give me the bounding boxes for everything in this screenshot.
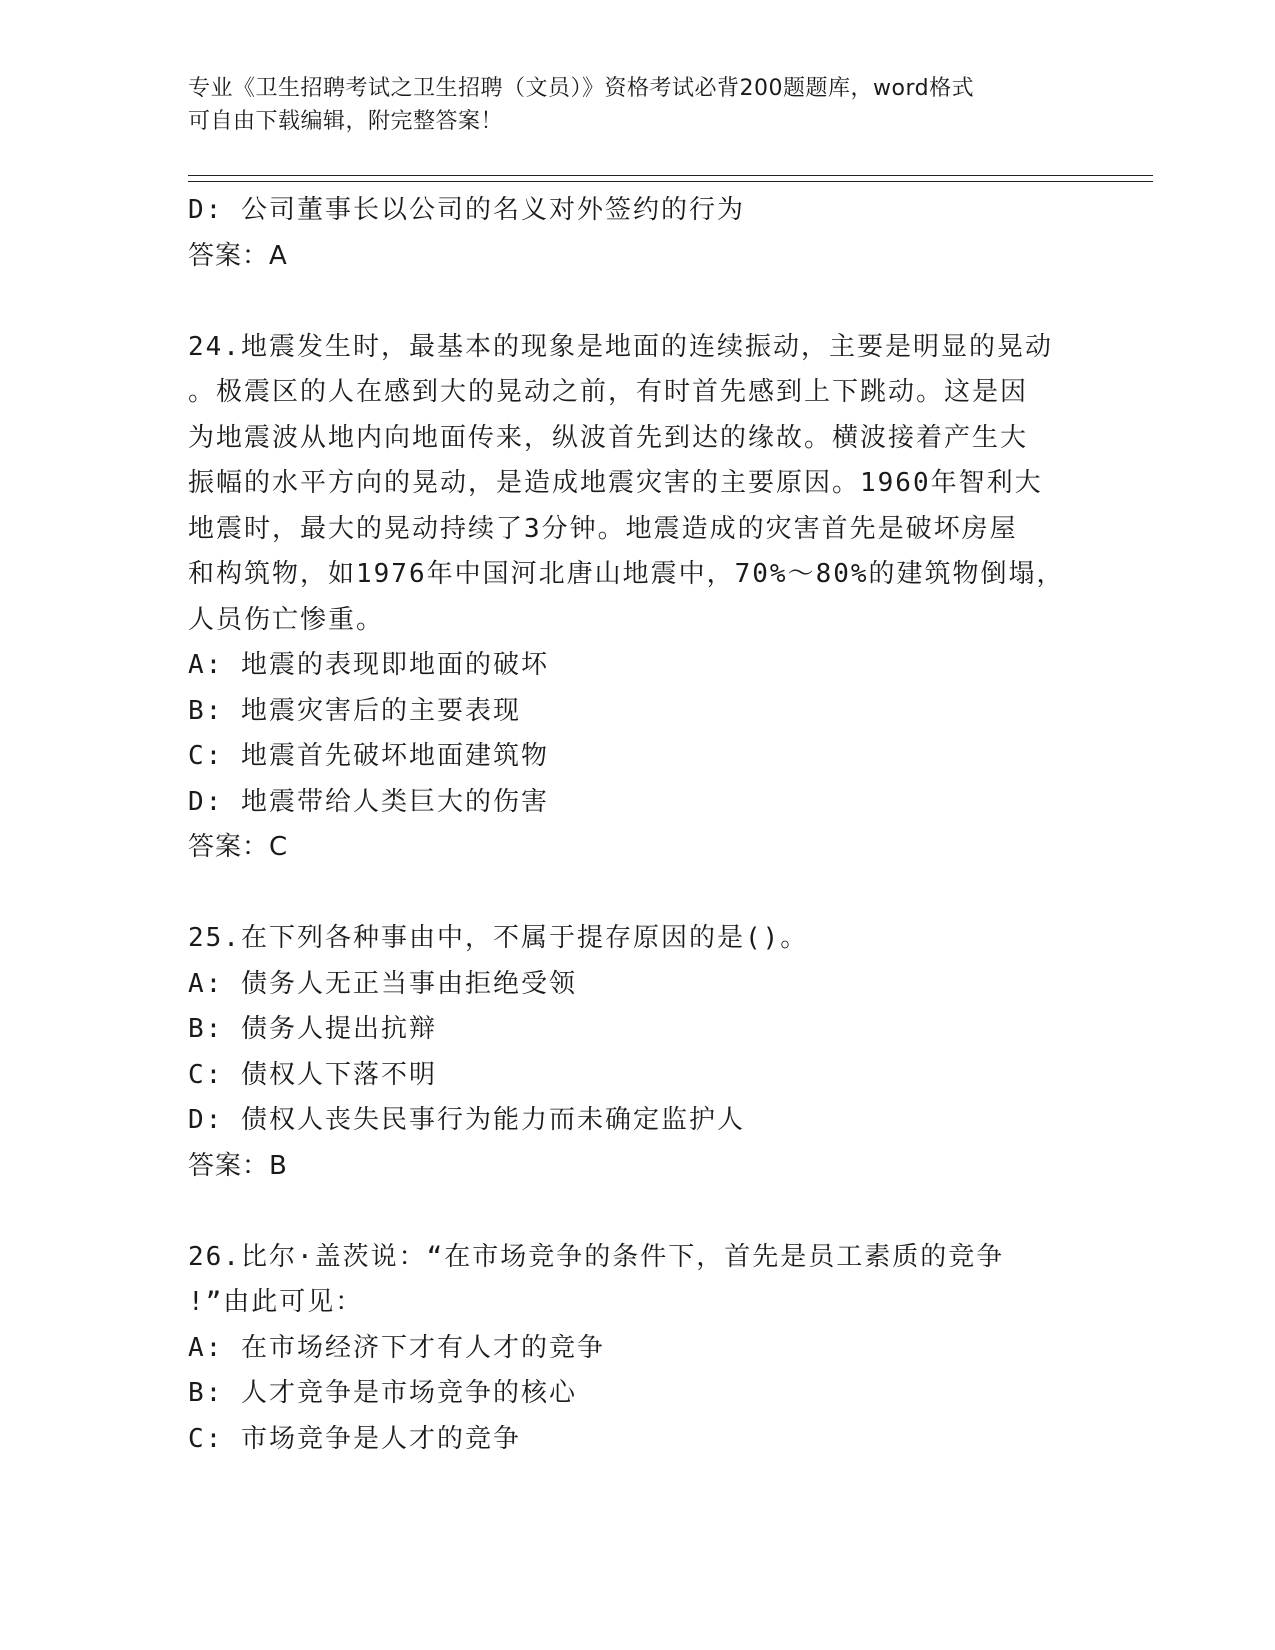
q24-answer: 答案：C (188, 832, 289, 862)
q25-option-b: B: 债务人提出抗辩 (188, 1014, 437, 1044)
q24-option-b: B: 地震灾害后的主要表现 (188, 695, 521, 726)
q24-stem-line: 地震时，最大的晃动持续了3分钟。地震造成的灾害首先是破坏房屋 (188, 513, 1018, 544)
page-header (188, 72, 1088, 138)
q23-option-d: D: 公司董事长以公司的名义对外签约的行为 (188, 195, 745, 225)
q25-option-d: D: 债权人丧失民事行为能力而未确定监护人 (188, 1105, 745, 1135)
q24-stem-line: 振幅的水平方向的晃动，是造成地震灾害的主要原因。1960年智利大 (188, 468, 1043, 498)
spacer (188, 279, 1088, 325)
q24-stem-line: 为地震波从地内向地面传来，纵波首先到达的缘故。横波接着产生大 (188, 422, 1029, 453)
q25-answer: 答案：B (188, 1150, 288, 1181)
q24-stem-line: 。极震区的人在感到大的晃动之前，有时首先感到上下跳动。这是因 (188, 377, 1029, 407)
spacer (188, 1189, 1088, 1235)
header-divider-bottom (188, 181, 1153, 182)
question-26 (188, 1235, 1088, 1463)
q26-option-c: C: 市场竞争是人才的竞争 (188, 1423, 521, 1454)
q24-stem-line: 人员伤亡惨重。 (188, 604, 385, 635)
q26-option-a: A: 在市场经济下才有人才的竞争 (188, 1332, 605, 1363)
header-title-line-1: 专业《卫生招聘考试之卫生招聘（文员）》资格考试必背200题题库，word格式 (188, 76, 975, 101)
question-24 (188, 325, 1088, 871)
header-title-line-2: 可自由下载编辑，附完整答案！ (188, 109, 504, 134)
q26-stem-line: 26.比尔·盖茨说：“在市场竞争的条件下，首先是员工素质的竞争 (188, 1241, 1005, 1272)
q25-stem: 25.在下列各种事由中，不属于提存原因的是()。 (188, 923, 809, 953)
q23-answer: 答案：A (188, 240, 288, 271)
q24-stem-line: 和构筑物，如1976年中国河北唐山地震中，70%～80%的建筑物倒塌， (188, 559, 1065, 589)
q25-option-a: A: 债务人无正当事由拒绝受领 (188, 968, 577, 999)
q24-option-c: C: 地震首先破坏地面建筑物 (188, 741, 549, 771)
header-divider-top (188, 175, 1153, 176)
q25-option-c: C: 债权人下落不明 (188, 1059, 437, 1090)
q24-stem-line: 24.地震发生时，最基本的现象是地面的连续振动，主要是明显的晃动 (188, 331, 1053, 362)
q24-option-d: D: 地震带给人类巨大的伤害 (188, 786, 549, 817)
q26-stem-line: !”由此可见： (188, 1287, 364, 1317)
question-content (188, 188, 1088, 1462)
question-25 (188, 916, 1088, 1189)
q24-option-a: A: 地震的表现即地面的破坏 (188, 650, 549, 680)
q26-option-b: B: 人才竞争是市场竞争的核心 (188, 1378, 577, 1408)
spacer (188, 871, 1088, 917)
